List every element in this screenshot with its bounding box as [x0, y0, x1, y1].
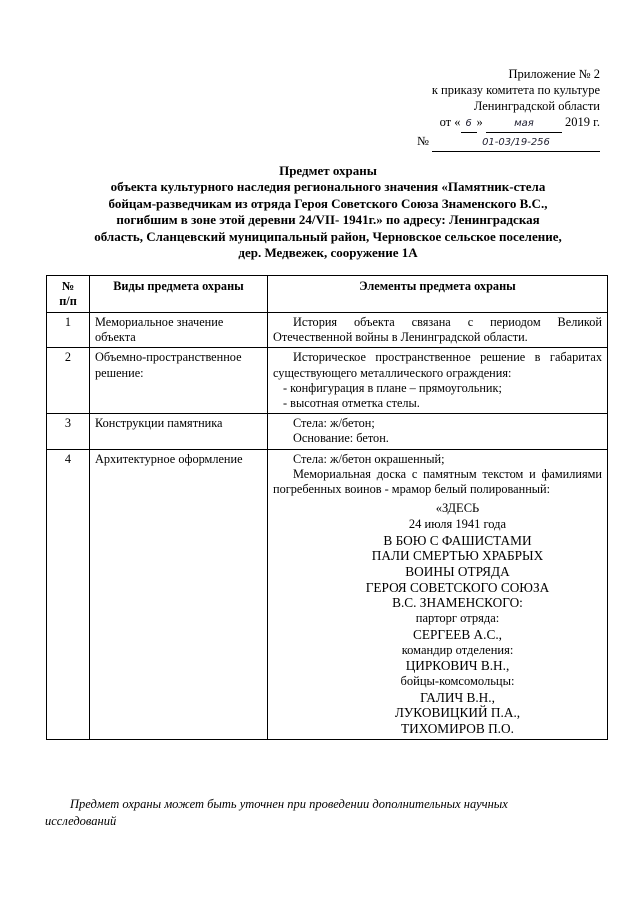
table-row: [47, 313, 608, 348]
row-kind: Объемно-пространственное решение:: [90, 348, 268, 414]
header-kinds: Виды предмета охраны: [90, 276, 268, 313]
header-number: № п/п: [47, 276, 90, 313]
title-line: погибшим в зоне этой деревни 24/VII- 1941г.» по адресу: Ленинградская: [116, 212, 540, 228]
row-number: 2: [47, 348, 90, 414]
handwritten-day: 6: [461, 116, 477, 133]
appendix-region: Ленинградской области: [473, 99, 600, 113]
plaque-text: «ЗДЕСЬ 24 июля 1941 года В БОЮ С ФАШИСТАМИ ПАЛИ СМЕРТЬЮ ХРАБРЫХ ВОИНЫ ОТРЯДА ГЕРОЯ СОВЕТСКОГО СОЮЗА В.С. ЗНАМЕНСКОГО: парторг отряда: СЕРГЕЕВ А.С., командир отделения: ЦИРКОВИЧ В.Н., бойцы-комсомольцы: ГАЛИЧ В.Н., ЛУКОВИЦКИЙ П.А., ТИХОМИРОВ П.О.: [365, 501, 550, 737]
title-line: бойцам-разведчикам из отряда Героя Советского Союза Знаменского В.С.,: [108, 195, 548, 211]
handwritten-number: 01-03/19-256: [432, 135, 600, 152]
table-header-row: [47, 276, 608, 313]
row-kind: Мемориальное значение объекта: [90, 313, 268, 348]
row-kind: Конструкции памятника: [90, 414, 268, 449]
title-line: область, Сланцевский муниципальный район, Черновское сельское поселение,: [94, 228, 562, 244]
table-row: [47, 414, 608, 449]
protection-table: [46, 275, 608, 740]
row-number: 1: [47, 313, 90, 348]
list-item: - высотная отметка стелы.: [283, 396, 420, 411]
row-elements: История объекта связана с периодом Великой Отечественной войны в Ленинградской области.: [268, 313, 608, 348]
row-elements: Стела: ж/бетон окрашенный; Мемориальная доска с памятным текстом и фамилиями погребенных воинов - мрамор белый полированный: «ЗДЕСЬ 24 июля 1941 года В БОЮ С ФАШИСТАМИ ПАЛИ СМЕРТЬЮ ХРАБРЫХ ВОИНЫ ОТРЯДА ГЕРОЯ СОВЕТСКОГО СОЮЗА В.С. ЗНАМЕНСКОГО: парторг отряда: СЕРГЕЕВ А.С., командир отделения: ЦИРКОВИЧ В.Н., бойцы-комсомольцы: ГАЛИЧ В.Н., ЛУКОВИЦКИЙ П.А., ТИХОМИРОВ П.О.: [268, 449, 608, 739]
row-number: 3: [47, 414, 90, 449]
appendix-header: [380, 66, 600, 152]
title-line: объекта культурного наследия регионального значения «Памятник-стела: [110, 179, 546, 195]
title-line: Предмет охраны: [279, 163, 377, 178]
table-row: [47, 449, 608, 739]
header-elements: Элементы предмета охраны: [268, 276, 608, 313]
appendix-order-ref: к приказу комитета по культуре: [431, 83, 600, 97]
footnote: Предмет охраны может быть уточнен при проведении дополнительных научных исследований: [45, 797, 508, 828]
title-line: дер. Медвежек, сооружение 1А: [238, 245, 418, 261]
appendix-date: от « 6 » мая 2019 г.: [380, 114, 600, 133]
appendix-title: Приложение № 2: [508, 67, 600, 81]
row-number: 4: [47, 449, 90, 739]
document-title: [48, 163, 608, 261]
row-elements: Стела: ж/бетон; Основание: бетон.: [268, 414, 608, 449]
appendix-number: № 01-03/19-256: [380, 133, 600, 152]
row-kind: Архитектурное оформление: [90, 449, 268, 739]
list-item: - конфигурация в плане – прямоугольник;: [283, 380, 502, 395]
row-elements: Историческое пространственное решение в габаритах существующего металлического ограждения: - конфигурация в плане – прямоугольник; - высотная отметка стелы.: [268, 348, 608, 414]
handwritten-month: мая: [486, 116, 562, 133]
table-row: [47, 348, 608, 414]
